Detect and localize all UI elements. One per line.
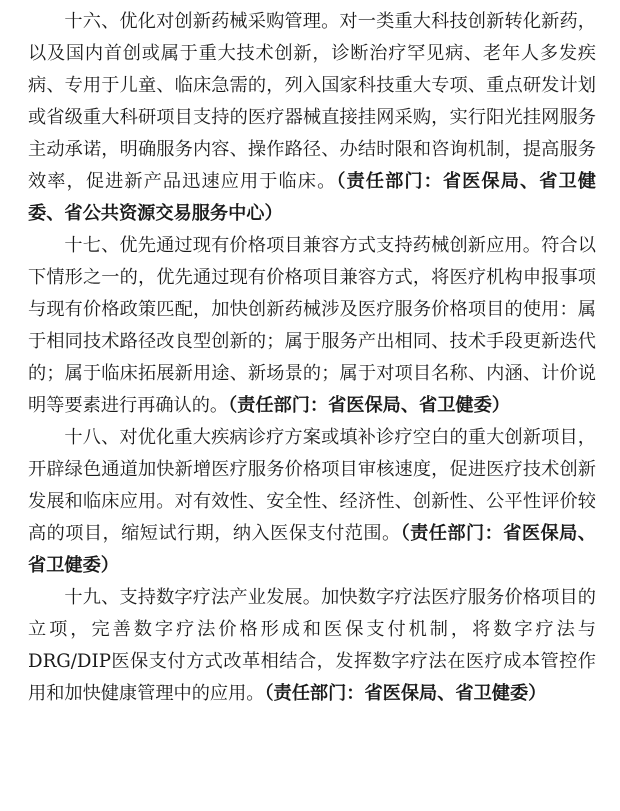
paragraph-19 <box>28 582 596 710</box>
paragraph-16-text: 十六、优化对创新药械采购管理。对一类重大科技创新转化新药，以及国内首创或属于重大技术创新，诊断治疗罕见病、老年人多发疾病、专用于儿童、临床急需的，列入国家科技重大专项、重点研发计划或省级重大科研项目支持的医疗器械直接挂网采购，实行阳光挂网服务主动承诺，明确服务内容、操作路径、办结时限和咨询机制，提高服务效率，促进新产品迅速应用于临床。 <box>28 11 596 192</box>
paragraph-18 <box>28 422 596 582</box>
paragraph-16-responsibility: （责任部门：省医保局、省卫健委、省公共资源交易服务中心） <box>28 171 596 224</box>
paragraph-18-responsibility: （责任部门：省医保局、省卫健委） <box>28 523 596 576</box>
paragraph-19-responsibility: （责任部门：省医保局、省卫健委） <box>264 683 547 704</box>
paragraph-18-text: 十八、对优化重大疾病诊疗方案或填补诊疗空白的重大创新项目，开辟绿色通道加快新增医疗服务价格项目审核速度，促进医疗技术创新发展和临床应用。对有效性、安全性、经济性、创新性、公平性评价较高的项目，缩短试行期，纳入医保支付范围。 <box>28 427 596 544</box>
document-page <box>28 6 596 710</box>
paragraph-16 <box>28 6 596 230</box>
paragraph-17 <box>28 230 596 422</box>
paragraph-17-responsibility: （责任部门：省医保局、省卫健委） <box>228 395 510 416</box>
paragraph-17-text: 十七、优先通过现有价格项目兼容方式支持药械创新应用。符合以下情形之一的，优先通过现有价格项目兼容方式，将医疗机构申报事项与现有价格政策匹配，加快创新药械涉及医疗服务价格项目的使用：属于相同技术路径改良型创新的；属于服务产出相同、技术手段更新迭代的；属于临床拓展新用途、新场景的；属于对项目名称、内涵、计价说明等要素进行再确认的。 <box>28 235 596 416</box>
paragraph-19-text: 十九、支持数字疗法产业发展。加快数字疗法医疗服务价格项目的立项，完善数字疗法价格形成和医保支付机制，将数字疗法与DRG/DIP医保支付方式改革相结合，发挥数字疗法在医疗成本管控作用和加快健康管理中的应用。 <box>28 587 596 704</box>
